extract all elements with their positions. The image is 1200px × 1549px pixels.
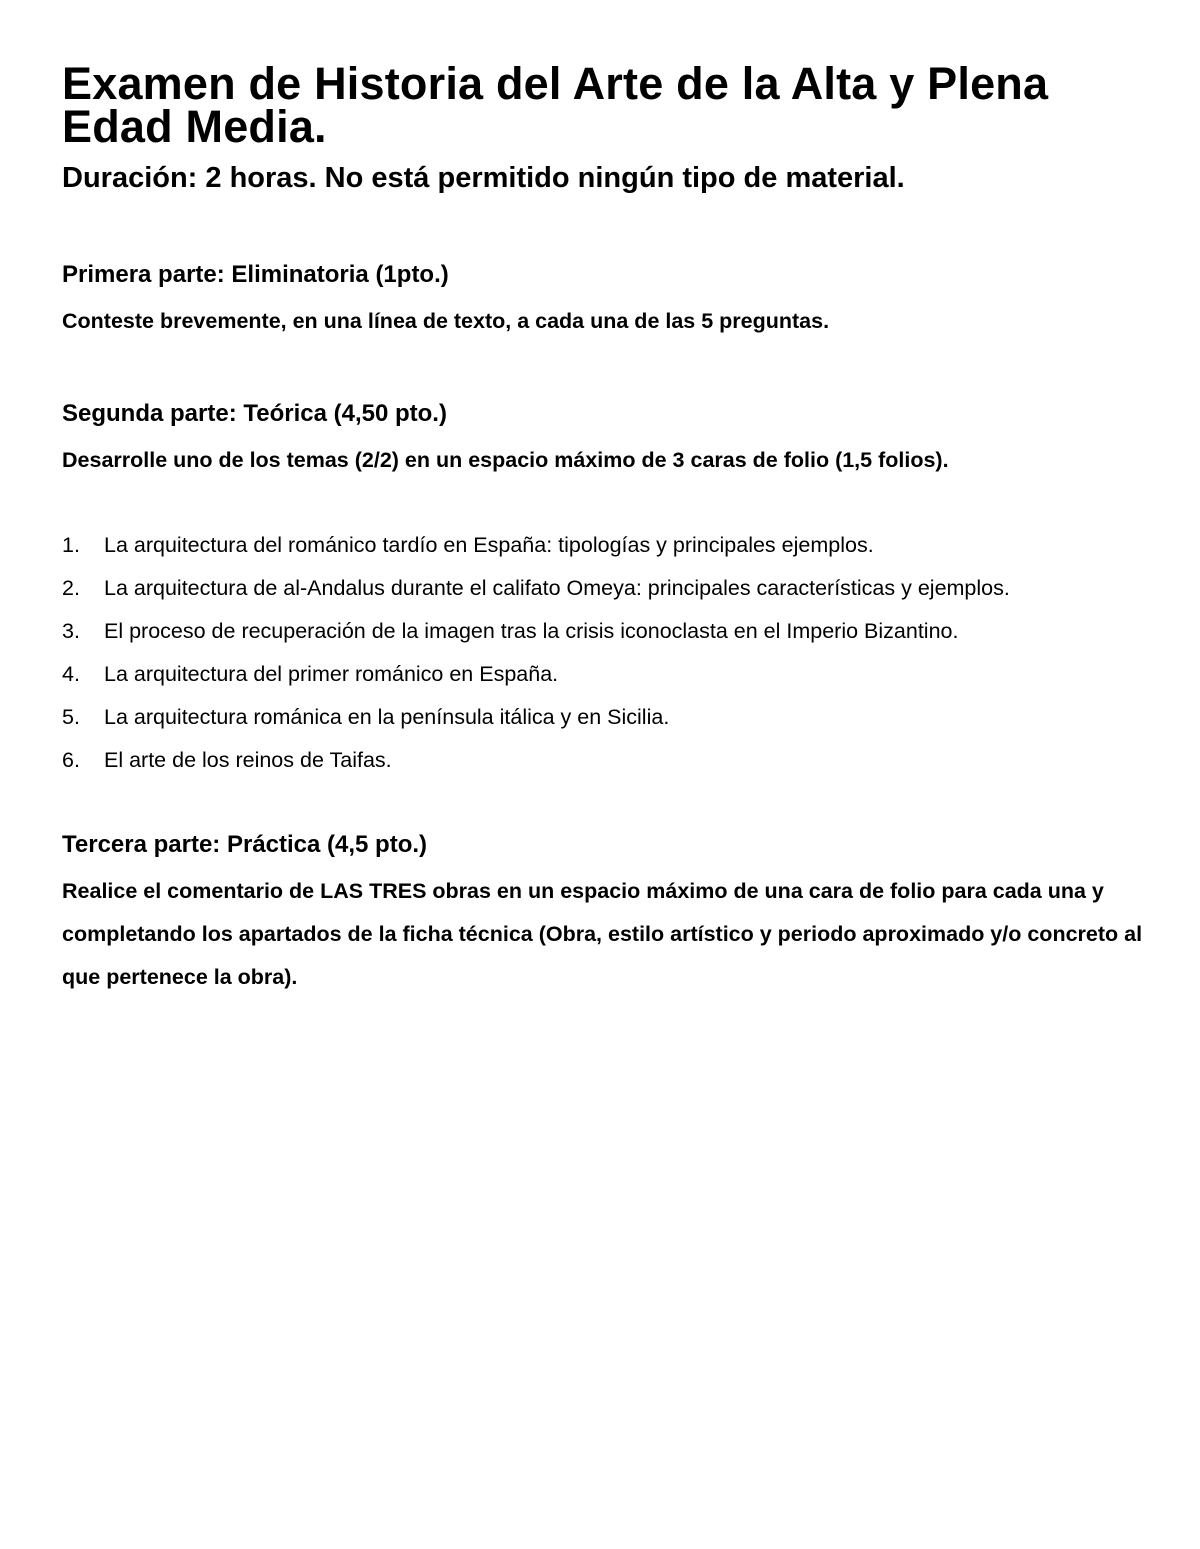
- part-two-section: [62, 399, 1152, 782]
- topic-item: [62, 739, 1152, 782]
- topic-number: 6.: [62, 748, 80, 772]
- part-one-instructions: Conteste brevemente, en una línea de texto, a cada una de las 5 preguntas.: [62, 309, 830, 333]
- topic-item: [62, 653, 1152, 696]
- part-two-instructions: Desarrolle uno de los temas (2/2) en un espacio máximo de 3 caras de folio (1,5 folios).: [62, 448, 949, 472]
- topic-number: 1.: [62, 533, 80, 557]
- exam-document: [62, 58, 1152, 999]
- part-three-section: [62, 830, 1152, 999]
- part-three-instructions: Realice el comentario de LAS TRES obras en un espacio máximo de una cara de folio para cada una y completando los apartados de la ficha técnica (Obra, estilo artístico y periodo aproximado y/o concreto al que pertenece la obra).: [62, 879, 1143, 989]
- topic-text: La arquitectura del primer románico en España.: [104, 662, 559, 686]
- topic-text: El arte de los reinos de Taifas.: [104, 748, 392, 772]
- topic-number: 3.: [62, 619, 80, 643]
- topic-item: [62, 610, 1152, 653]
- topic-text: La arquitectura románica en la península itálica y en Sicilia.: [104, 705, 670, 729]
- topic-number: 4.: [62, 662, 80, 686]
- topic-text: La arquitectura del románico tardío en España: tipologías y principales ejemplos.: [104, 533, 874, 557]
- part-three-heading: Tercera parte: Práctica (4,5 pto.): [62, 831, 428, 858]
- part-one-section: [62, 260, 1152, 343]
- topic-item: [62, 524, 1152, 567]
- topic-item: [62, 567, 1152, 610]
- exam-duration: Duración: 2 horas. No está permitido ningún tipo de material.: [62, 162, 905, 194]
- topic-text: La arquitectura de al-Andalus durante el califato Omeya: principales características y ejemplos.: [104, 576, 1010, 600]
- part-two-heading: Segunda parte: Teórica (4,50 pto.): [62, 400, 447, 427]
- topic-text: El proceso de recuperación de la imagen tras la crisis iconoclasta en el Imperio Bizantino.: [104, 619, 959, 643]
- topic-number: 2.: [62, 576, 80, 600]
- part-one-heading: Primera parte: Eliminatoria (1pto.): [62, 261, 449, 288]
- topic-list: [62, 524, 1152, 782]
- exam-title: Examen de Historia del Arte de la Alta y Plena Edad Media.: [62, 58, 1049, 152]
- topic-number: 5.: [62, 705, 80, 729]
- topic-item: [62, 696, 1152, 739]
